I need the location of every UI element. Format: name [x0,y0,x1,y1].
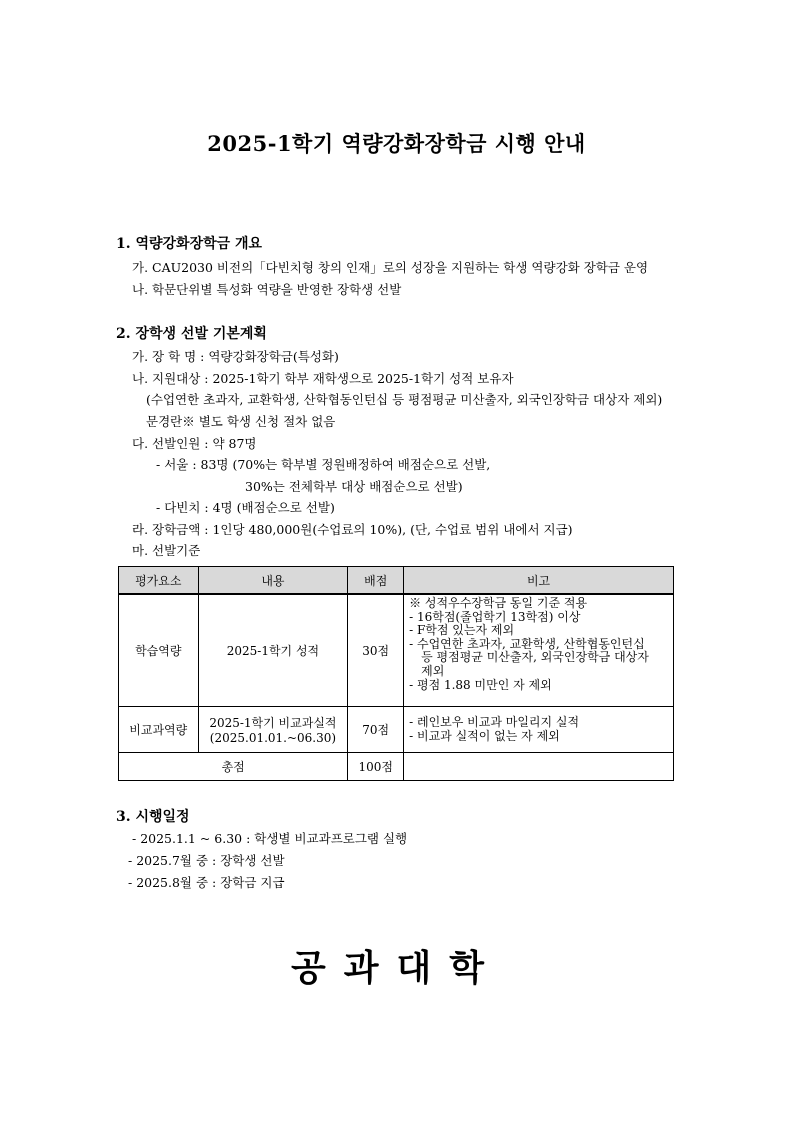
section2-line: 나. 지원대상 : 2025-1학기 학부 재학생으로 2025-1학기 성적 보유자 [132,371,514,386]
section3-heading: 3. 시행일정 [116,809,190,825]
section2-heading: 2. 장학생 선발 기본계획 [116,326,267,342]
table-header: 비고 [404,567,674,595]
table-cell-content [198,706,348,752]
section1-heading: 1. 역량강화장학금 개요 [116,236,263,252]
section2-line: 문경란※ 별도 학생 신청 절차 없음 [146,414,336,429]
table-header-row [119,567,674,595]
table-cell-element: 비교과역량 [119,706,199,752]
section2-line: 가. 장 학 명 : 역량강화장학금(특성화) [132,349,339,364]
table-row [119,594,674,706]
table-row [119,706,674,752]
table-total-row [119,752,674,780]
table-header: 배점 [348,567,404,595]
total-score: 100점 [348,752,404,780]
content-line: (2025.01.01.~06.30) [209,730,337,745]
section2-line: - 서울 : 83명 (70%는 학부별 정원배정하여 배점순으로 선발, [156,457,491,472]
table-header: 평가요소 [119,567,199,595]
note-line: - 비교과 실적이 없는 자 제외 [409,728,560,743]
note-line: - 16학점(졸업학기 13학점) 이상 [409,609,581,624]
total-notes-empty [404,752,674,780]
section2-line: - 다빈치 : 4명 (배점순으로 선발) [156,500,335,515]
table-cell-notes [404,594,674,706]
schedule-item: - 2025.8월 중 : 장학금 지급 [128,875,285,890]
section2-line: (수업연한 초과자, 교환학생, 산학협동인턴십 등 평점평균 미산출자, 외국인장학금 대상자 제외) [146,392,663,407]
section1-item: 나. 학문단위별 특성화 역량을 반영한 장학생 선발 [132,282,402,297]
section2-line: 마. 선발기준 [132,543,201,558]
document-title: 2025-1학기 역량강화장학금 시행 안내 [207,131,586,156]
selection-criteria-table [118,566,674,781]
note-line: - 레인보우 비교과 마일리지 실적 [409,714,580,729]
table-cell-content: 2025-1학기 성적 [198,594,348,706]
issuer-name: 공과대학 [290,947,503,989]
section2-line: 다. 선발인원 : 약 87명 [132,436,257,451]
section1-item: 가. CAU2030 비전의「다빈치형 창의 인재」로의 성장을 지원하는 학생 역량강화 장학금 운영 [132,260,649,275]
note-line: - F학점 있는자 제외 [409,623,515,638]
section2-line: 라. 장학금액 : 1인당 480,000원(수업료의 10%), (단, 수업료 범위 내에서 지급) [132,522,573,537]
table-cell-score: 70점 [348,706,404,752]
table-cell-score: 30점 [348,594,404,706]
total-label: 총점 [119,752,348,780]
table-cell-notes [404,706,674,752]
table-header: 내용 [198,567,348,595]
schedule-item: - 2025.1.1 ~ 6.30 : 학생별 비교과프로그램 실행 [132,831,408,846]
schedule-item: - 2025.7월 중 : 장학생 선발 [128,853,285,868]
note-line: 등 평점평균 미산출자, 외국인장학금 대상자 [421,650,649,665]
note-line: 제외 [421,663,445,678]
note-line: - 수업연한 초과자, 교환학생, 산학협동인턴십 [409,636,645,651]
table-cell-element: 학습역량 [119,594,199,706]
note-line: ※ 성적우수장학금 동일 기준 적용 [409,596,588,610]
section2-line: 30%는 전체학부 대상 배점순으로 선발) [245,479,463,494]
note-line: - 평점 1.88 미만인 자 제외 [409,677,552,692]
content-line: 2025-1학기 비교과실적 [209,715,337,730]
